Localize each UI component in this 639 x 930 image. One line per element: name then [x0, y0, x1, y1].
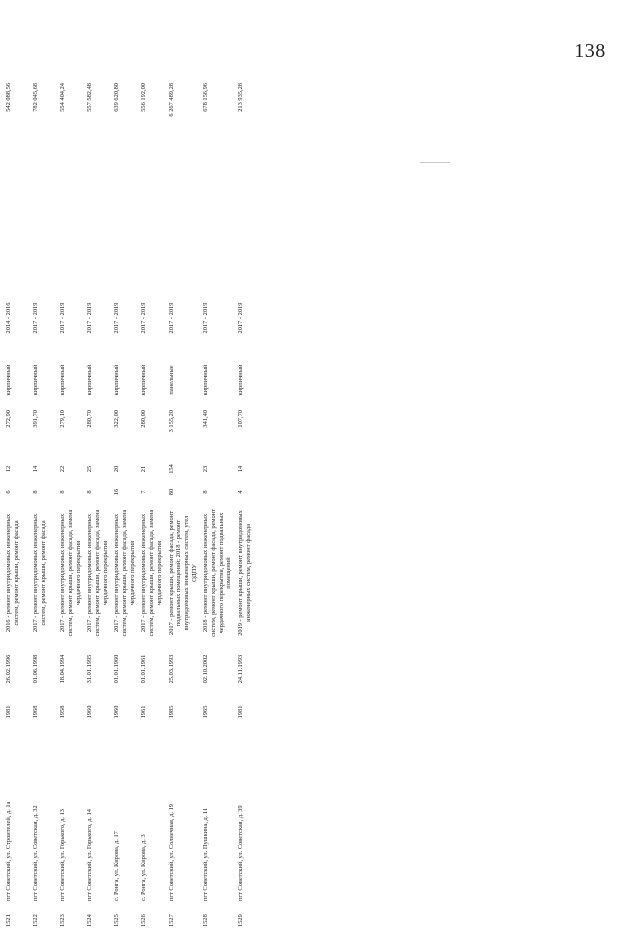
- cell-floors: 4: [237, 490, 244, 494]
- cell-address: пгт Советский, ул. Строителей, д. 1а: [5, 801, 13, 901]
- cell-planned-works: 2019 - ремонт крыши, ремонт внутридомовых инженерных систем, ремонт фасада: [237, 510, 252, 636]
- cell-address: с. Ронга, ул. Кирова, д. 3: [140, 834, 148, 901]
- cell-cost: 6 267 489,28: [167, 83, 175, 117]
- cell-planned-works: 2017 - ремонт внутридомовых инженерных систем, ремонт крыши, ремонт фасада, замена чердачного перекрытия: [59, 509, 82, 637]
- cell-row-number: 1521: [5, 914, 13, 927]
- cell-row-number: 1528: [202, 914, 210, 927]
- cell-period: 2017 - 2019: [32, 302, 40, 334]
- housing-repair-table: [0, 80, 262, 930]
- table-row: [235, 80, 262, 930]
- cell-apartments: 21: [140, 465, 148, 473]
- cell-year-built: 1965: [202, 705, 210, 719]
- cell-apartments: 154: [167, 464, 175, 474]
- cell-area: 279,10: [59, 410, 67, 428]
- cell-floors: 6: [5, 490, 13, 494]
- cell-address: пгт Советский, ул. Советская, д. 32: [32, 805, 40, 901]
- cell-wall-material: кирпичный: [237, 364, 244, 396]
- cell-planned-works: 2017 - ремонт крыши, ремонт фасада, ремонт подвальных помещений; 2018 - ремонт внутридомовых инженерных систем, утел ОДПУ: [167, 511, 198, 635]
- cell-apartments: 20: [113, 465, 121, 473]
- cell-year-built: 1960: [113, 705, 121, 719]
- cell-period: 2017 - 2019: [113, 302, 121, 334]
- cell-wall-material: кирпичный: [140, 364, 148, 396]
- cell-row-number: 1526: [140, 914, 148, 927]
- cell-planned-works: 2017 - ремонт внутридомовых инженерных систем, ремонт крыши, ремонт фасада, замена чердачного перекрытия: [86, 509, 109, 637]
- cell-area: 107,70: [237, 410, 244, 428]
- cell-empty-cell: [200, 206, 235, 283]
- cell-area: 391,70: [32, 410, 40, 428]
- cell-floors: 8: [202, 490, 210, 494]
- cell-year-built: 1958: [59, 705, 67, 719]
- cell-period: 2017 - 2019: [59, 302, 67, 334]
- cell-row-number: 1527: [167, 914, 175, 927]
- cell-empty-cell: [3, 206, 30, 283]
- cell-period: 2017 - 2019: [86, 302, 94, 334]
- cell-wall-material: кирпичный: [59, 364, 67, 396]
- cell-period: 2017 - 2019: [140, 302, 148, 334]
- table-row: [30, 80, 57, 930]
- cell-empty-cell: [138, 206, 165, 283]
- cell-privatization-date: 26.02.1996: [5, 654, 13, 684]
- cell-privatization-date: 01.01.1961: [140, 654, 148, 684]
- cell-floors: 8: [59, 490, 67, 494]
- cell-area: 341,40: [202, 410, 210, 428]
- cell-apartments: 14: [32, 465, 40, 473]
- cell-cost: 554 404,24: [59, 83, 67, 112]
- cell-floors: 7: [140, 490, 148, 494]
- cell-area: 280,00: [140, 410, 148, 428]
- table-body: [0, 80, 262, 930]
- cell-planned-works: 2017 - ремонт внутридомовых инженерных систем, ремонт крыши, ремонт фасада, замена чердачного перекрытия: [140, 509, 163, 637]
- cell-row-number: 1522: [32, 914, 40, 927]
- cell-empty-cell: [235, 206, 262, 283]
- cell-empty-cell: [166, 206, 201, 283]
- cell-address: с. Ронга, ул. Кирова, д. 17: [113, 831, 121, 901]
- rotated-table-sheet: [0, 80, 365, 930]
- cell-planned-works: 2016 - ремонт внутридомовых инженерных систем, ремонт крыши, ремонт фасада: [5, 513, 20, 633]
- cell-address: пгт Советский, ул. Горького, д. 14: [86, 809, 94, 901]
- cell-row-number: 1525: [113, 914, 121, 927]
- cell-planned-works: 2018 - ремонт внутридомовых инженерных систем, ремонт крыши, ремонт фасада, ремонт чердачного перекрытия, ремонт подвальных помещений: [202, 509, 233, 637]
- cell-area: 322,00: [113, 410, 121, 428]
- cell-cost: 639 620,80: [113, 83, 121, 112]
- cell-floors: 80: [167, 488, 175, 496]
- table-row: [84, 80, 111, 930]
- cell-year-built: 1981: [5, 705, 13, 719]
- cell-apartments: 25: [86, 465, 94, 473]
- cell-empty-cell: [30, 206, 57, 283]
- cell-year-built: 1968: [32, 705, 40, 719]
- cell-address: пгт Советский, ул. Солнечная, д. 19: [167, 804, 175, 901]
- cell-cost: 213 935,28: [237, 83, 244, 112]
- cell-cost: 556 192,00: [140, 83, 148, 112]
- cell-year-built: 1960: [86, 705, 94, 719]
- table-row: [200, 80, 235, 930]
- cell-wall-material: кирпичный: [202, 364, 210, 396]
- cell-period: 2017 - 2019: [167, 302, 175, 334]
- cell-cost: 542 088,56: [5, 83, 13, 112]
- cell-wall-material: кирпичный: [86, 364, 94, 396]
- cell-privatization-date: 02.10.2002: [202, 654, 210, 684]
- table-row: [138, 80, 165, 930]
- table-row: [166, 80, 201, 930]
- cell-wall-material: кирпичный: [32, 364, 40, 396]
- cell-privatization-date: 25.03.1993: [167, 654, 175, 684]
- cell-row-number: 1529: [237, 914, 244, 927]
- cell-year-built: 1961: [140, 705, 148, 719]
- cell-privatization-date: 24.11.1993: [237, 654, 244, 684]
- table-row: [57, 80, 84, 930]
- cell-period: 2017 - 2019: [202, 302, 210, 334]
- cell-privatization-date: 31.01.1995: [86, 654, 94, 684]
- cell-row-number: 1523: [59, 914, 67, 927]
- cell-empty-cell: [84, 206, 111, 283]
- cell-address: пгт Советский, ул. Горького, д. 13: [59, 809, 67, 901]
- scan-mark: [420, 162, 450, 163]
- cell-privatization-date: 18.04.1994: [59, 654, 67, 684]
- cell-floors: 16: [113, 488, 121, 496]
- cell-cost: 678 156,96: [202, 83, 210, 112]
- cell-privatization-date: 01.06.1998: [32, 654, 40, 684]
- table-row: [111, 80, 138, 930]
- cell-empty-cell: [57, 206, 84, 283]
- page-number: 138: [574, 40, 606, 62]
- cell-apartments: 14: [237, 465, 244, 473]
- cell-area: 272,90: [5, 410, 13, 428]
- cell-planned-works: 2017 - ремонт внутридомовых инженерных систем, ремонт крыши, ремонт фасада: [32, 513, 47, 633]
- cell-apartments: 22: [59, 465, 67, 473]
- cell-planned-works: 2017 - ремонт внутридомовых инженерных систем, ремонт крыши, ремонт фасада, замена чердачного перекрытия: [113, 509, 136, 637]
- cell-period: 2017 - 2019: [237, 302, 244, 334]
- cell-address: пгт Советский, ул. Советская, д. 39: [237, 805, 244, 901]
- cell-period: 2014 - 2016: [5, 302, 13, 334]
- cell-floors: 8: [86, 490, 94, 494]
- cell-wall-material: кирпичный: [113, 364, 121, 396]
- cell-privatization-date: 01.01.1960: [113, 654, 121, 684]
- cell-apartments: 12: [5, 465, 13, 473]
- cell-year-built: 1985: [167, 705, 175, 719]
- cell-wall-material: панельные: [167, 365, 175, 395]
- cell-area: 280,70: [86, 410, 94, 428]
- cell-apartments: 23: [202, 465, 210, 473]
- cell-floors: 8: [32, 490, 40, 494]
- cell-year-built: 1981: [237, 705, 244, 719]
- cell-cost: 557 582,48: [86, 83, 94, 112]
- cell-cost: 782 045,68: [32, 83, 40, 112]
- cell-address: пгт Советский, ул. Пушкина, д. 11: [202, 807, 210, 901]
- cell-wall-material: кирпичный: [5, 364, 13, 396]
- cell-empty-cell: [111, 206, 138, 283]
- table-row: [3, 80, 30, 930]
- cell-row-number: 1524: [86, 914, 94, 927]
- cell-area: 3 155,20: [167, 410, 175, 433]
